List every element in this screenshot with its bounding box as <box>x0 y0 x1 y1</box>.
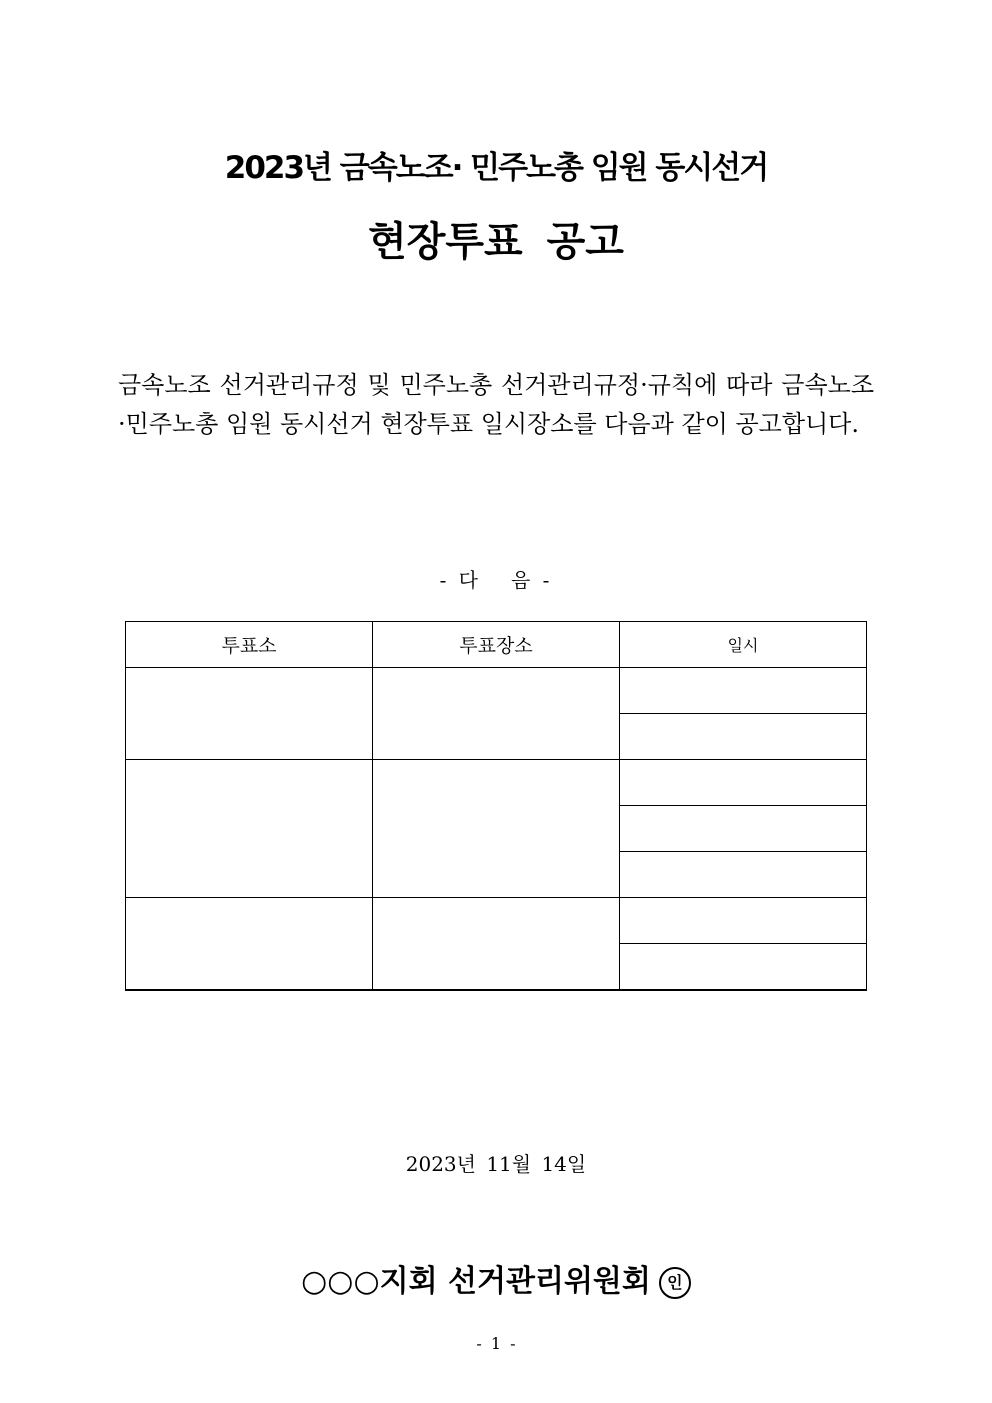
table-header-row <box>126 622 867 668</box>
document-title: 2023년 금속노조· 민주노총 임원 동시선거 <box>224 150 768 186</box>
datetime-cell <box>620 944 867 991</box>
committee-name: ○○○지회 선거관리위원회 <box>301 1264 651 1299</box>
page-number: - 1 - <box>476 1334 516 1353</box>
datetime-cell <box>620 806 867 852</box>
datetime-cell <box>620 760 867 806</box>
column-header-polling-station: 투표소 <box>126 622 373 668</box>
table-row <box>126 898 867 944</box>
document-subtitle: 현장투표 공고 <box>368 219 624 265</box>
section-marker-right: 음 - <box>511 568 553 592</box>
table-row <box>126 760 867 806</box>
signature-line <box>0 1256 992 1300</box>
datetime-cell <box>620 852 867 898</box>
datetime-cell <box>620 668 867 714</box>
section-marker-left: - 다 <box>439 568 481 592</box>
datetime-cell <box>620 714 867 760</box>
polling-table <box>125 621 867 991</box>
location-cell <box>373 898 620 991</box>
column-header-datetime: 일시 <box>620 622 867 668</box>
polling-station-cell <box>126 668 373 760</box>
datetime-cell <box>620 898 867 944</box>
column-header-location: 투표장소 <box>373 622 620 668</box>
section-marker <box>0 564 992 593</box>
location-cell <box>373 668 620 760</box>
location-cell <box>373 760 620 898</box>
polling-station-cell <box>126 898 373 991</box>
table-row <box>126 668 867 714</box>
announcement-paragraph: 금속노조 선거관리규정 및 민주노총 선거관리규정·규칙에 따라 금속노조·민주노총 임원 동시선거 현장투표 일시장소를 다음과 같이 공고합니다. <box>118 371 874 438</box>
polling-station-cell <box>126 760 373 898</box>
seal-icon: 인 <box>659 1267 691 1299</box>
announcement-date: 2023년 11월 14일 <box>405 1152 587 1176</box>
